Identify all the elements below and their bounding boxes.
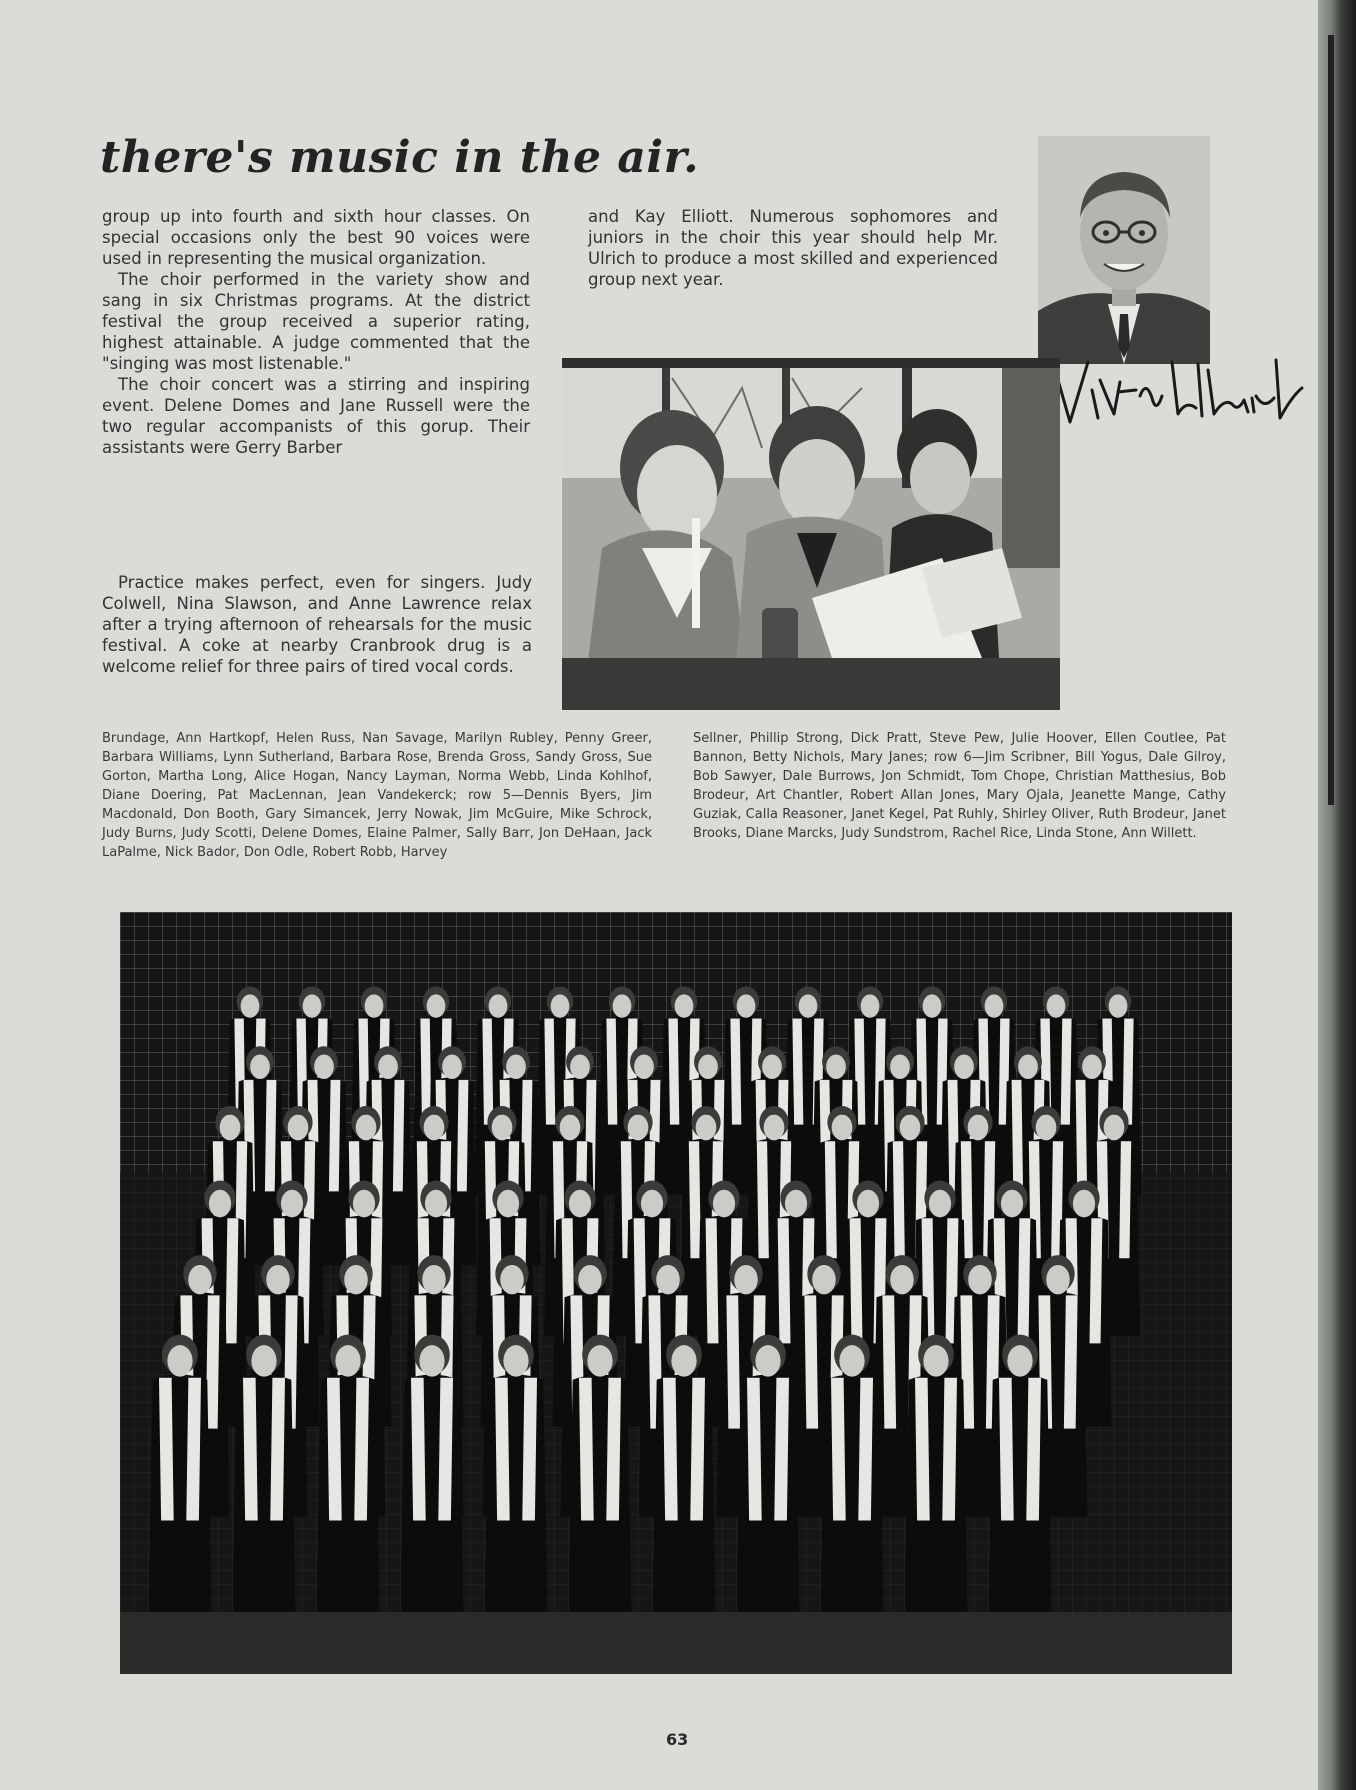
page-title: there's music in the air.: [100, 132, 700, 183]
choir-group-photo: [120, 912, 1232, 1674]
roster-left: Brundage, Ann Hartkopf, Helen Russ, Nan Savage, Marilyn Rubley, Penny Greer, Barbara Williams, Lynn Sutherland, Barbara Rose, Brenda Gross, Sandy Gross, Sue Gorton, Martha Long, Alice Hogan, Nancy Layman, Norma Webb, Linda Kohlhof, Diane Doering, Pat MacLennan, Jean Vandekerck; row 5—Dennis Byers, Jim Macdonald, Don Booth, Gary Simancek, Jerry Nowak, Jim McGuire, Mike Schrock, Judy Burns, Judy Scotti, Delene Domes, Elaine Palmer, Sally Barr, Jon DeHaan, Jack LaPalme, Nick Bador, Don Odle, Robert Robb, Harvey: [102, 731, 652, 860]
director-signature: [1048, 340, 1310, 430]
photo-caption: Practice makes perfect, even for singers. Judy Colwell, Nina Slawson, and Anne Lawrence relax after a trying afternoon of rehearsals for the music festival. A coke at nearby Cranbrook drug is a welcome relief for three pairs of tired vocal cords.: [102, 573, 532, 676]
page-number: 63: [666, 1730, 689, 1749]
article-paragraph: group up into fourth and sixth hour classes. On special occasions only the best 90 voices were used in representing the musical organization.: [102, 207, 530, 268]
article-left-column: [102, 206, 530, 458]
article-paragraph: The choir concert was a stirring and inspiring event. Delene Domes and Jane Russell were the two regular accompanists of this gorup. Their assistants were Gerry Barber: [102, 375, 530, 457]
director-portrait-photo: [1038, 136, 1210, 364]
portrait-illustration: [1038, 136, 1210, 364]
choir-photo-illustration: [120, 912, 1232, 1674]
article-paragraph: The choir performed in the variety show and sang in six Christmas programs. At the district festival the group received a superior rating, highest attainable. A judge commented that the "singing was most listenable.": [102, 270, 530, 373]
roster-right: Sellner, Phillip Strong, Dick Pratt, Steve Pew, Julie Hoover, Ellen Coutlee, Pat Bannon, Betty Nichols, Mary Janes; row 6—Jim Scribner, Bill Yogus, Dale Gilroy, Bob Sawyer, Dale Burrows, Jon Schmidt, Tom Chope, Christian Matthesius, Bob Brodeur, Art Chantler, Robert Allan Jones, Mary Ojala, Jeanette Mange, Cathy Guziak, Calla Reasoner, Janet Kegel, Pat Ruhly, Shirley Oliver, Ruth Brodeur, Janet Brooks, Diane Marcks, Judy Sundstrom, Rachel Rice, Linda Stone, Ann Willett.: [693, 731, 1226, 841]
coke-break-photo: [562, 358, 1060, 710]
book-edge: [1318, 0, 1356, 1790]
article-right-column: and Kay Elliott. Numerous sophomores and juniors in the choir this year should help Mr. Ulrich to produce a most skilled and experienced group next year.: [588, 207, 998, 289]
coke-photo-illustration: [562, 358, 1060, 710]
signature-image: [1048, 340, 1310, 430]
